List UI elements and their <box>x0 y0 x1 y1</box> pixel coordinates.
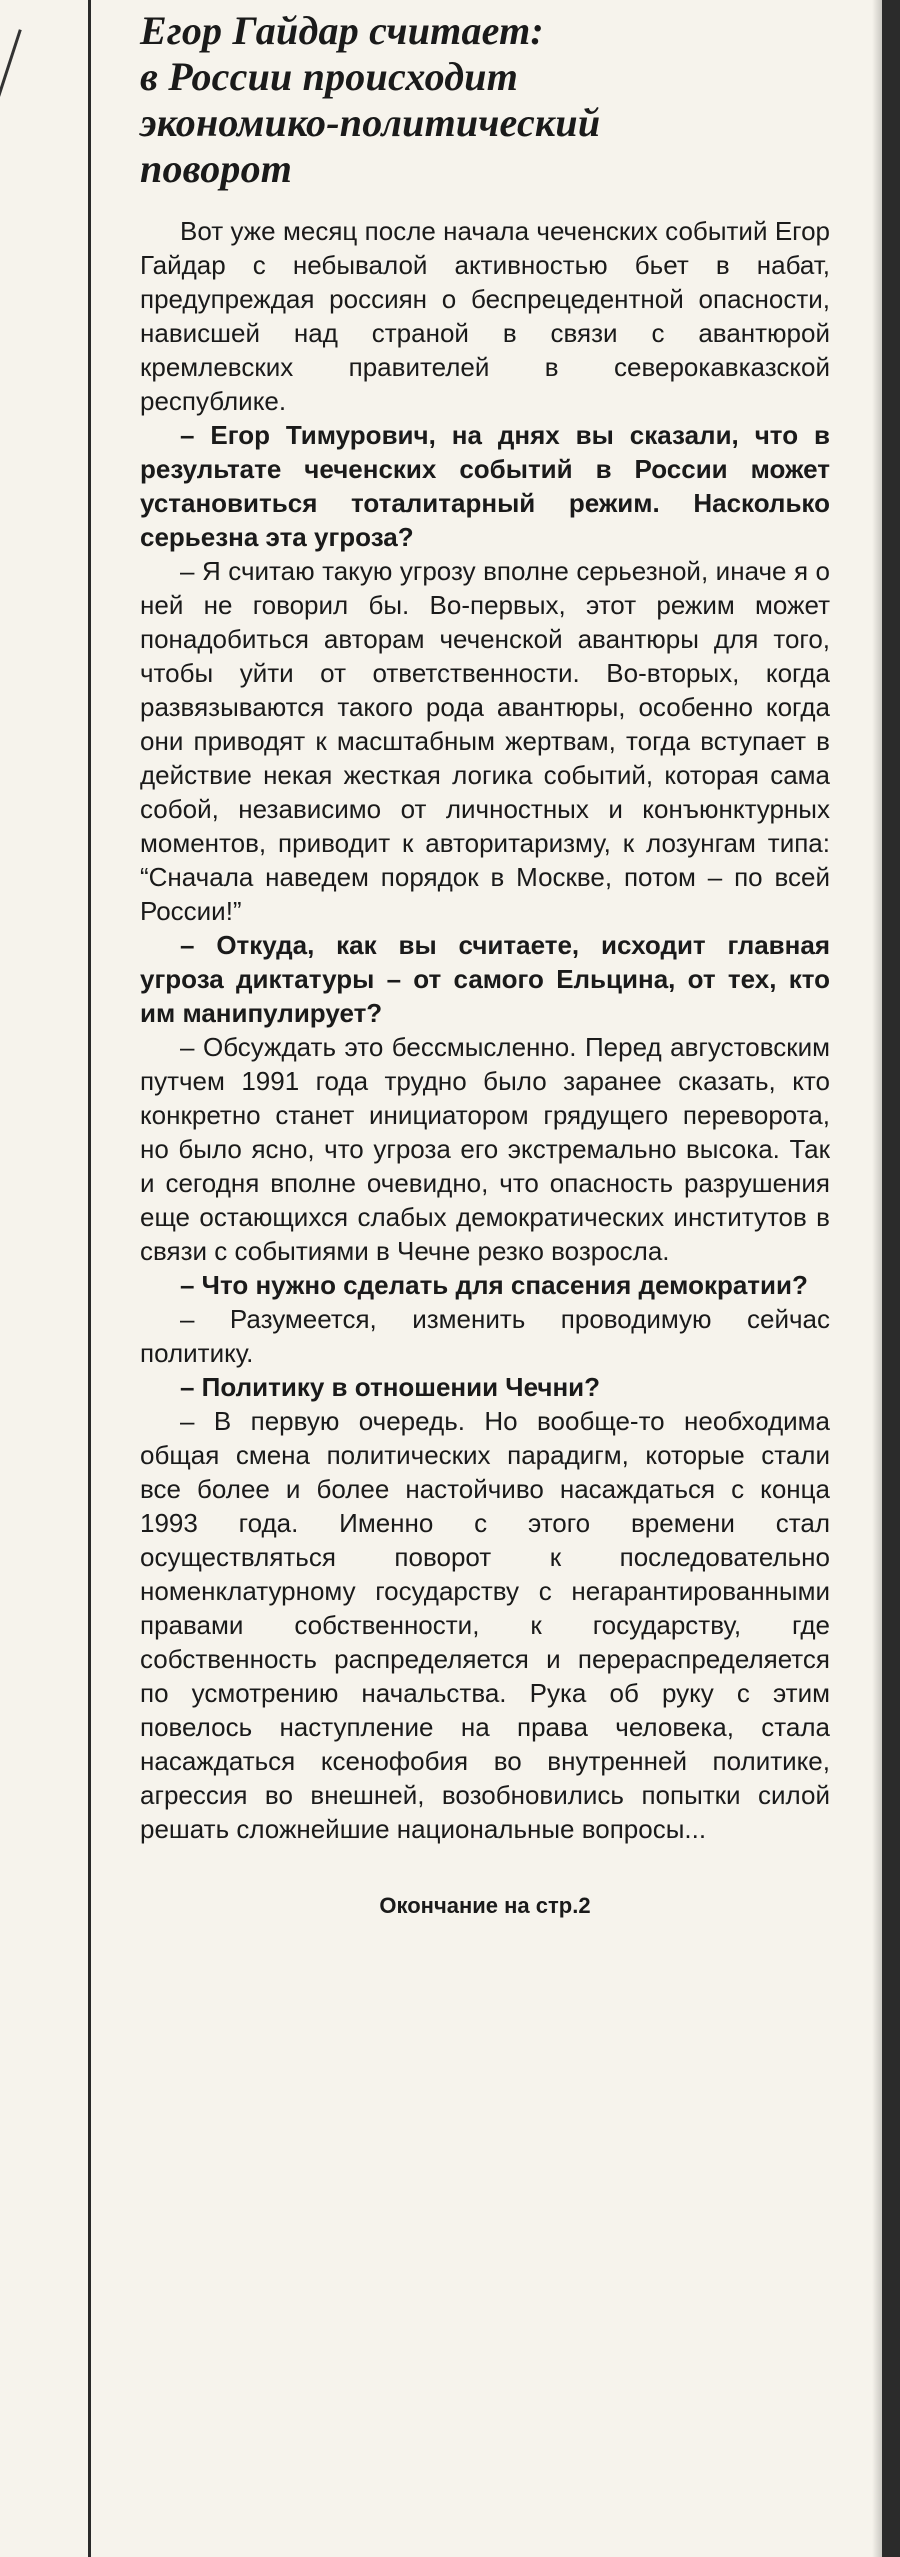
interview-answer-3: – Разумеется, изменить проводимую сейчас политику. <box>140 1304 830 1368</box>
interview-question-4: – Политику в отношении Чечни? <box>180 1372 601 1402</box>
interview-question-1: – Егор Тимурович, на днях вы сказали, что в результате чеченских событий в России может установиться тоталитарный режим. Насколько серьезна эта угроза? <box>140 420 830 552</box>
article-body <box>140 214 830 1846</box>
interview-question-2: – Откуда, как вы считаете, исходит главная угроза диктатуры – от самого Ельцина, от тех, кто им манипулирует? <box>140 930 830 1028</box>
article-headline <box>140 0 830 192</box>
column-rule <box>88 0 91 2557</box>
headline-line-1: Егор Гайдар считает: <box>140 8 544 53</box>
article-column <box>140 0 830 1920</box>
headline-line-4: поворот <box>140 146 293 191</box>
margin-mark <box>0 29 22 97</box>
headline-line-2: в России происходит <box>140 54 519 99</box>
interview-answer-4: – В первую очередь. Но вообще-то необходима общая смена политических парадигм, которые стали все более и более настойчиво насаждаться с конца 1993 года. Именно с этого времени стал осуществляться поворот к последовательно номенклатурному государству с негарантированными правами собственности, к государству, где собственность распределяется и перераспределяется по усмотрению начальства. Рука об руку с этим повелось наступление на права человека, стала насаждаться ксенофобия во внутренней политике, агрессия во внешней, возобновились попытки силой решать сложнейшие национальные вопросы... <box>140 1406 830 1844</box>
page-edge-shadow <box>872 0 882 2557</box>
interview-answer-2: – Обсуждать это бессмысленно. Перед августовским путчем 1991 года трудно было заранее сказать, кто конкретно станет инициатором грядущего переворота, но было ясно, что угроза его экстремально высока. Так и сегодня вполне очевидно, что опасность разрушения еще остающихся слабых демократических институтов в связи с событиями в Чечне резко возросла. <box>140 1032 830 1266</box>
interview-answer-1: – Я считаю такую угрозу вполне серьезной, иначе я о ней не говорил бы. Во-первых, этот режим может понадобиться авторам чеченской авантюры для того, чтобы уйти от ответственности. Во-вторых, когда развязываются такого рода авантюры, особенно когда они приводят к масштабным жертвам, тогда вступает в действие некая жесткая логика событий, которая сама собой, независимо от личностных и конъюнктурных моментов, приводит к авторитаризму, к лозунгам типа: “Сначала наведем порядок в Москве, потом – по всей России!” <box>140 556 830 926</box>
headline-line-3: экономико-политический <box>140 100 601 145</box>
continued-note: Окончание на стр.2 <box>379 1893 591 1918</box>
article-intro: Вот уже месяц после начала чеченских событий Егор Гайдар с небывалой активностью бьет в набат, предупреждая россиян о беспрецедентной опасности, нависшей над страной в связи с авантюрой кремлевских правителей в северокавказской республике. <box>140 216 830 416</box>
page-edge <box>882 0 900 2557</box>
interview-question-3: – Что нужно сделать для спасения демократии? <box>180 1270 808 1300</box>
